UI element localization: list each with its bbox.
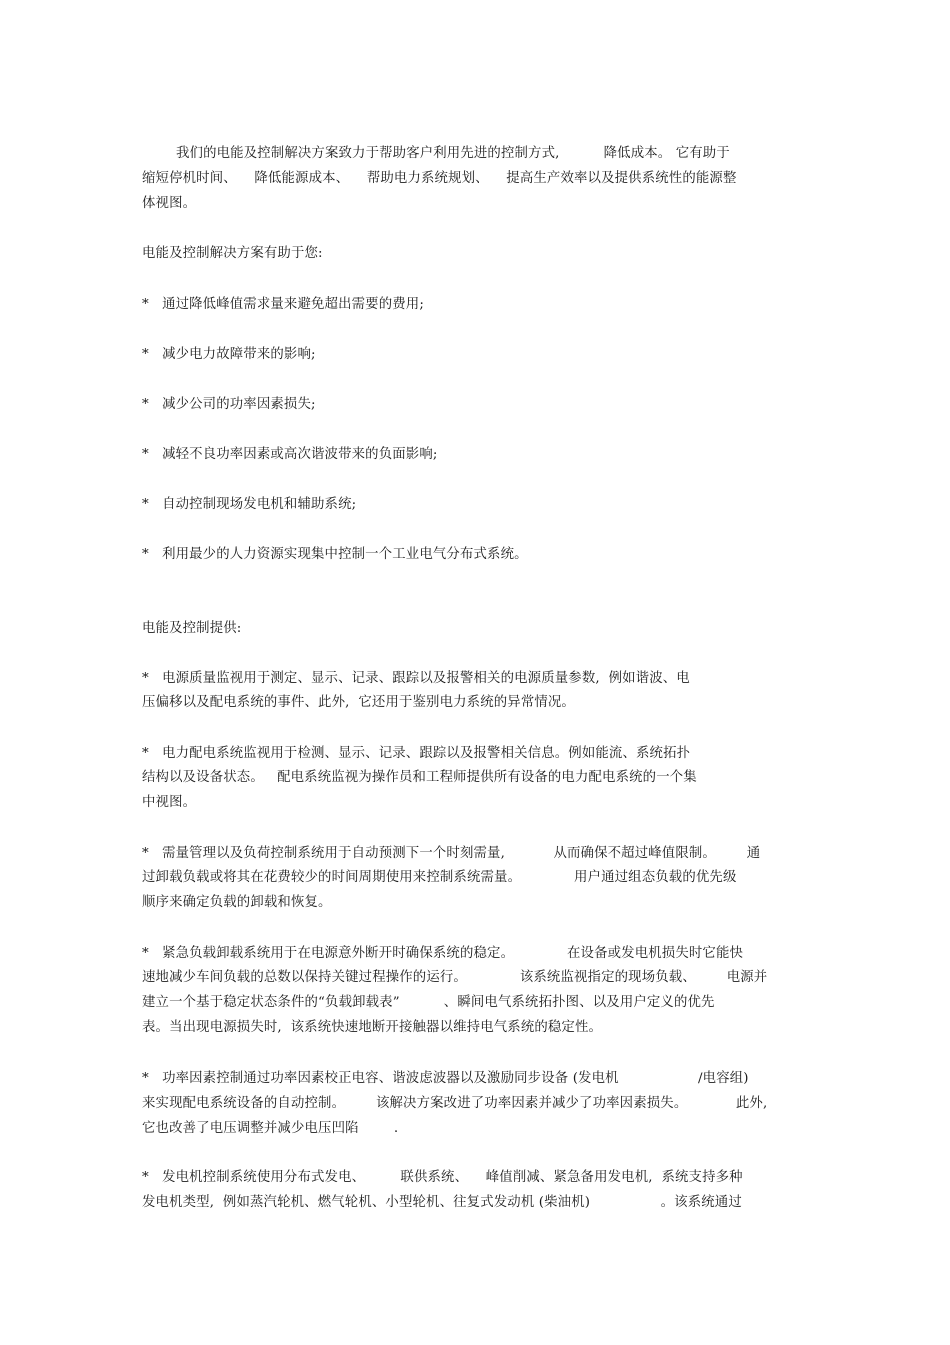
provides-line: 结构以及设备状态。 配电系统监视为操作员和工程师提供所有设备的电力配电系统的一个集 — [142, 770, 697, 785]
provides-line: * 发电机控制系统使用分布式发电、 联供系统、 峰值削减、紧急备用发电机, 系统支持多种 — [142, 1170, 743, 1185]
provides-line: * 电源质量监视用于测定、显示、记录、跟踪以及报警相关的电源质量参数, 例如谐波、电 — [142, 671, 690, 686]
provides-line: 压偏移以及配电系统的事件、此外, 它还用于鉴别电力系统的异常情况。 — [142, 695, 575, 710]
provides-line: 表。当出现电源损失时, 该系统快速地断开接触器以维持电气系统的稳定性。 — [142, 1020, 603, 1035]
helps-item: * 减少公司的功率因素损失; — [142, 397, 316, 412]
provides-line: 中视图。 — [142, 795, 197, 810]
provides-line: * 电力配电系统监视用于检测、显示、记录、跟踪以及报警相关信息。例如能流、系统拓扑 — [142, 746, 691, 761]
helps-item: * 减少电力故障带来的影响; — [142, 347, 316, 362]
intro-line-1: 我们的电能及控制解决方案致力于帮助客户利用先进的控制方式, 降低成本。 它有助于 — [176, 146, 730, 161]
provides-line: * 功率因素控制通过功率因素校正电容、谐波虑波器以及激励同步设备 (发电机 /电容组) — [142, 1071, 749, 1086]
intro-line-3: 体视图。 — [142, 196, 197, 211]
provides-line: 它也改善了电压调整并减少电压凹陷 . — [142, 1121, 399, 1136]
helps-item: * 利用最少的人力资源实现集中控制一个工业电气分布式系统。 — [142, 547, 528, 562]
helps-heading: 电能及控制解决方案有助于您: — [142, 246, 323, 261]
intro-line-2: 缩短停机时间、 降低能源成本、 帮助电力系统规划、 提高生产效率以及提供系统性的能源整 — [142, 171, 737, 186]
provides-line: 发电机类型, 例如蒸汽轮机、燃气轮机、小型轮机、往复式发动机 (柴油机) 。该系统通过 — [142, 1195, 742, 1210]
provides-line: 速地减少车间负载的总数以保持关键过程操作的运行。 该系统监视指定的现场负载、 电源并 — [142, 970, 768, 985]
provides-line: * 紧急负载卸载系统用于在电源意外断开时确保系统的稳定。 在设备或发电机损失时它能快 — [142, 946, 744, 961]
provides-line: 顺序来确定负载的卸载和恢复。 — [142, 895, 332, 910]
provides-line: * 需量管理以及负荷控制系统用于自动预测下一个时刻需量, 从而确保不超过峰值限制。 通 — [142, 846, 761, 861]
provides-line: 过卸载负载或将其在花费较少的时间周期使用来控制系统需量。 用户通过组态负载的优先级 — [142, 870, 737, 885]
helps-item: * 减轻不良功率因素或高次谐波带来的负面影响; — [142, 447, 438, 462]
provides-line: 建立一个基于稳定状态条件的“负载卸载表” 、瞬间电气系统拓扑图、以及用户定义的优先 — [142, 995, 715, 1010]
helps-item: * 通过降低峰值需求量来避免超出需要的费用; — [142, 297, 424, 312]
provides-heading: 电能及控制提供: — [142, 621, 242, 636]
provides-line: 来实现配电系统设备的自动控制。 该解决方案改进了功率因素并减少了功率因素损失。 此外, — [142, 1096, 768, 1111]
helps-item: * 自动控制现场发电机和辅助系统; — [142, 497, 357, 512]
